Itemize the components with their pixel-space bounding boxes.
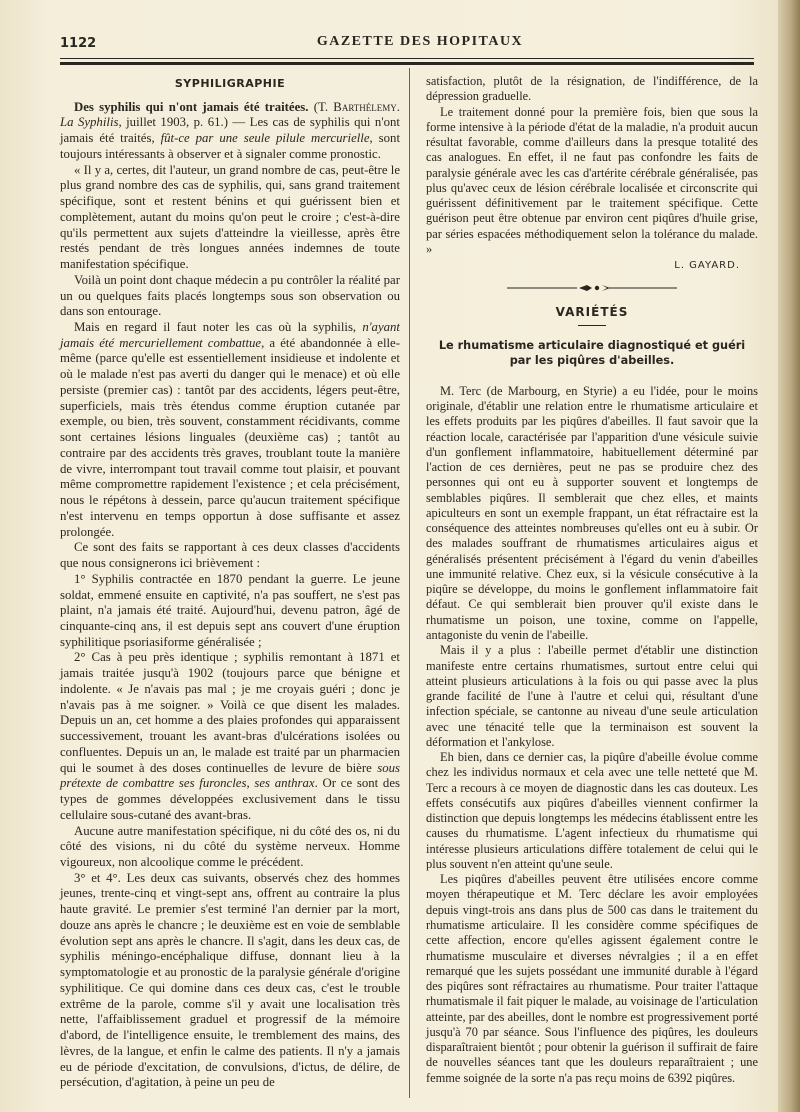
article-author: Barthélemy	[333, 99, 397, 114]
running-title: GAZETTE DES HOPITAUX	[316, 34, 524, 49]
article-title-rhumatisme: Le rhumatisme articulaire diagnostiqué et guéri par les piqûres d'abeilles.	[438, 338, 746, 367]
paragraph: Ce sont des faits se rapportant à ces deux classes d'accidents que nous consignerons ici brièvement :	[60, 540, 400, 571]
paragraph-continued: satisfaction, plutôt de la résignation, de l'indifférence, de la dépression graduelle.	[426, 74, 758, 104]
author-signature: L. GAYARD.	[674, 260, 740, 272]
paragraph: Le traitement donné pour la première fois, bien que sous la forme intensive à la période d'état de la maladie, n'a produit aucun résultat favorable, comme d'ailleurs dans la presque totalité des cas analogues. En effet, il ne faut pas confondre les faits de paralysie générale avec les cas d'artérite cérébrale généralisée, pas plus qu'avec ceux de lésion cérébrale localisée et circonscrite qui guérissent définitivement par le traitement spécifique. Cette guérison peut être obtenue par environ cent piqûres d'huile grise, par séries espacées méthodiquement selon la tolérance du malade. »	[426, 104, 758, 256]
paragraph: Mais en regard il faut noter les cas où la syphilis, n'ayant jamais été mercuriellement combattue, a été abandonnée à elle-même (parce qu'elle est essentiellement insidieuse et indolente et où le malade n'est pas averti du danger qui le menace) et où elle persiste (premier cas) : tantôt par des accidents, légers peut-être, superficiels, mais très étendus comme éruption cutanée par exemple, ou bien, très souvent, constamment récidivants, comme sont certaines lésions linguales (deuxième cas) ; tantôt au contraire par des accidents très graves, troublant toute la manière de vivre, interrompant tout travail comme tout plaisir, et pouvant même compromettre rapidement l'existence ; et cela précisément, nous le répétons à dessein, parce qu'aucun traitement spécifique n'est intervenu en temps opportun à dose suffisante et assez prolongée.	[60, 320, 400, 539]
header-rule-thin	[60, 58, 754, 59]
paragraph: « Il y a, certes, dit l'auteur, un grand nombre de cas, peut-être le plus grand nombre des cas de syphilis, qui, sans grand traitement spécifique, sont et restent bénins et qui guérissent bien et complètement, autant du moins qu'on peut le croire ; c'est-à-dire qu'ils permettent aux sujets d'atteindre la vieillesse, après être restés pendant de très longues années indemnes de toute manifestation spécifique.	[60, 162, 400, 272]
paragraph: Les piqûres d'abeilles peuvent être utilisées encore comme moyen thérapeutique et M. Terc déclare les avoir employées depuis vingt-trois ans dans plus de 500 cas dans le traitement du rhumatisme articulaire. Il les considère comme spécifiques de cette affection, encore qu'elles agissent également contre le rhumatisme musculaire et diverses névralgies ; il a en effet remarqué que les sujets possédant une immunité durable à l'égard des piqûres sont réfractaires au rhumatisme. Pour traiter l'attaque rhumatismale il fait piquer le malade, au voisinage de l'articulation atteinte, par des abeilles, dont le nombre est progressivement porté jusqu'à 70 par séance. Sous l'influence des piqûres, les douleurs disparaîtraient bientôt ; pour obtenir la guérison il suffirait de faire de nouvelles séances tant que les douleurs reparaîtraient ; une femme soignée de la sorte n'a pas reçu moins de 6392 piqûres.	[426, 872, 758, 1085]
ornament-divider-icon	[507, 283, 677, 293]
heading-underline	[578, 325, 606, 326]
paragraph: Voilà un point dont chaque médecin a pu contrôler la réalité par un ou quelques faits placés longtemps sous son observation ou dans son entourage.	[60, 272, 400, 319]
paragraph: 1° Syphilis contractée en 1870 pendant la guerre. Le jeune soldat, emmené ensuite en captivité, n'a pas souffert, ne s'est pas plaint, n'a jamais été traité. Aujourd'hui, devenu patron, âgé de cinquante-cinq ans, il est depuis sept ans couvert d'une éruption syphilitique psoriasiforme généralisée ;	[60, 571, 400, 649]
article-title: Des syphilis qui n'ont jamais été traitées.	[74, 99, 309, 114]
header-rule-thick	[60, 62, 754, 65]
section-heading-varietes: VARIÉTÉS	[555, 305, 629, 320]
right-column	[426, 74, 758, 1086]
paragraph: 2° Cas à peu près identique ; syphilis remontant à 1871 et jamais traitée jusqu'à 1902 (toujours parce que bénigne et indolente. « Je n'avais pas mal ; je me croyais guéri ; donc je n'avais pas à me soigner. » Voilà ce que disent les malades. Depuis un an, cet homme a des plaies profondes qui apparaissent successivement, trouant les avant-bras d'ulcérations isolées ou confluentes. Depuis un an, le malade est traité par un pharmacien qui le soumet à des doses continuelles de levure de bière sous prétexte de combattre ses furoncles, ses anthrax. Or ce sont des types de gommes développées exclusivement dans le tissu cellulaire sous-cutané des avant-bras.	[60, 650, 400, 822]
page-header	[60, 30, 760, 54]
paragraph: Eh bien, dans ce dernier cas, la piqûre d'abeille évolue comme chez les individus normaux et cela avec une telle netteté que M. Terc a recours à ce moyen de diagnostic dans les cas douteux. Les effets consécutifs aux piqûres d'abeilles viennent confirmer la distinction que depuis longtemps les médecins établissent entre les causes du rhumatisme. L'agent infectieux du rhumatisme qui intéresse plusieurs articulations diffère totalement de celui qui le plus souvent n'en atteint qu'une seule.	[426, 750, 758, 871]
section-heading-syphiligraphie: SYPHILIGRAPHIE	[174, 77, 286, 90]
binding-edge	[778, 0, 800, 1112]
paragraph: 3° et 4°. Les deux cas suivants, observés chez des hommes jeunes, trente-cinq et vingt-sept ans, offrent au contraire la plus haute gravité. Le premier s'est terminé l'an dernier par la mort, douze ans après le chancre ; le deuxième est en voie de semblable évolution sept ans après le chancre. Il s'agit, dans les deux cas, de syphilis méningo-encéphalique diffuse, donnant lieu à la symptomatologie et au pronostic de la paralysie générale d'origine syphilitique. Ce qui domine dans ces deux cas, c'est le trouble extrême de la parole, comme s'il y avait une localisation très nette, l'affaiblissement graduel et progressif de la mémoire d'abord, de l'intelligence ensuite, le tremblement des mains, des lèvres, de la langue, et enfin le calme des patients. Il n'y a jamais eu de période d'excitation, de convulsions, d'ictus, de délire, de persécution, d'agitation, à peine un peu de	[60, 870, 400, 1090]
page-number: 1122	[60, 36, 97, 51]
paragraph: Mais il y a plus : l'abeille permet d'établir une distinction manifeste entre certains rhumatismes, surtout entre celui qui atteint plusieurs articulations à la fois ou qui passe avec la plus grande facilité de l'une à l'autre et celui qui, résultant d'une infection spéciale, se cantonne au niveau d'une seule articulation avec une ténacité telle que la terminaison est souvent la déformation et l'ankylose.	[426, 643, 758, 749]
journal-name: La Syphilis	[60, 115, 119, 130]
article-lead: Des syphilis qui n'ont jamais été traitées. (T. Barthélemy. La Syphilis, juillet 1903, p. 61.) — Les cas de syphilis qui n'ont jamais été traités, fût-ce par une seule pilule mercurielle, sont toujours intéressants à observer et à signaler comme pronostic.	[60, 99, 401, 161]
paragraph: Aucune autre manifestation spécifique, ni du côté des os, ni du côté des visions, ni du côté du système nerveux. Homme vigoureux, non alcoolique comme le précédent.	[60, 823, 400, 869]
column-divider	[409, 68, 410, 1098]
left-column	[60, 74, 400, 1091]
paragraph: M. Terc (de Marbourg, en Styrie) a eu l'idée, pour le moins originale, d'établir une relation entre le rhumatisme articulaire et les effets produits par les piqûres d'abeilles. Il faut savoir que la réaction locale, caractérisée par l'apparition d'une vésicule suivie d'un gonflement inflammatoire, habituellement déterminé par l'action de ces dernières, peut ne pas se produire chez des personnes qui ont eu à supporter souvent et longtemps de semblables piqûres. Il semblerait que chez elles, et maints apiculteurs en sont un exemple frappant, un état réfractaire est la conséquence des atteintes nombreuses qu'elles ont eu à subir. Or des malades souffrant de rhumatismes articulaires aigus et généralisés présentent précisément à l'égard du venin d'abeilles une immunité relative. Chez eux, si la vésicule consécutive à la piqûre se développe, du moins le gonflement inflammatoire fait défaut. Ce qui semblerait bien prouver qu'il existe dans le rhumatisme un poison, une toxine, comme on l'appelle, antagoniste du venin de l'abeille.	[426, 383, 758, 642]
